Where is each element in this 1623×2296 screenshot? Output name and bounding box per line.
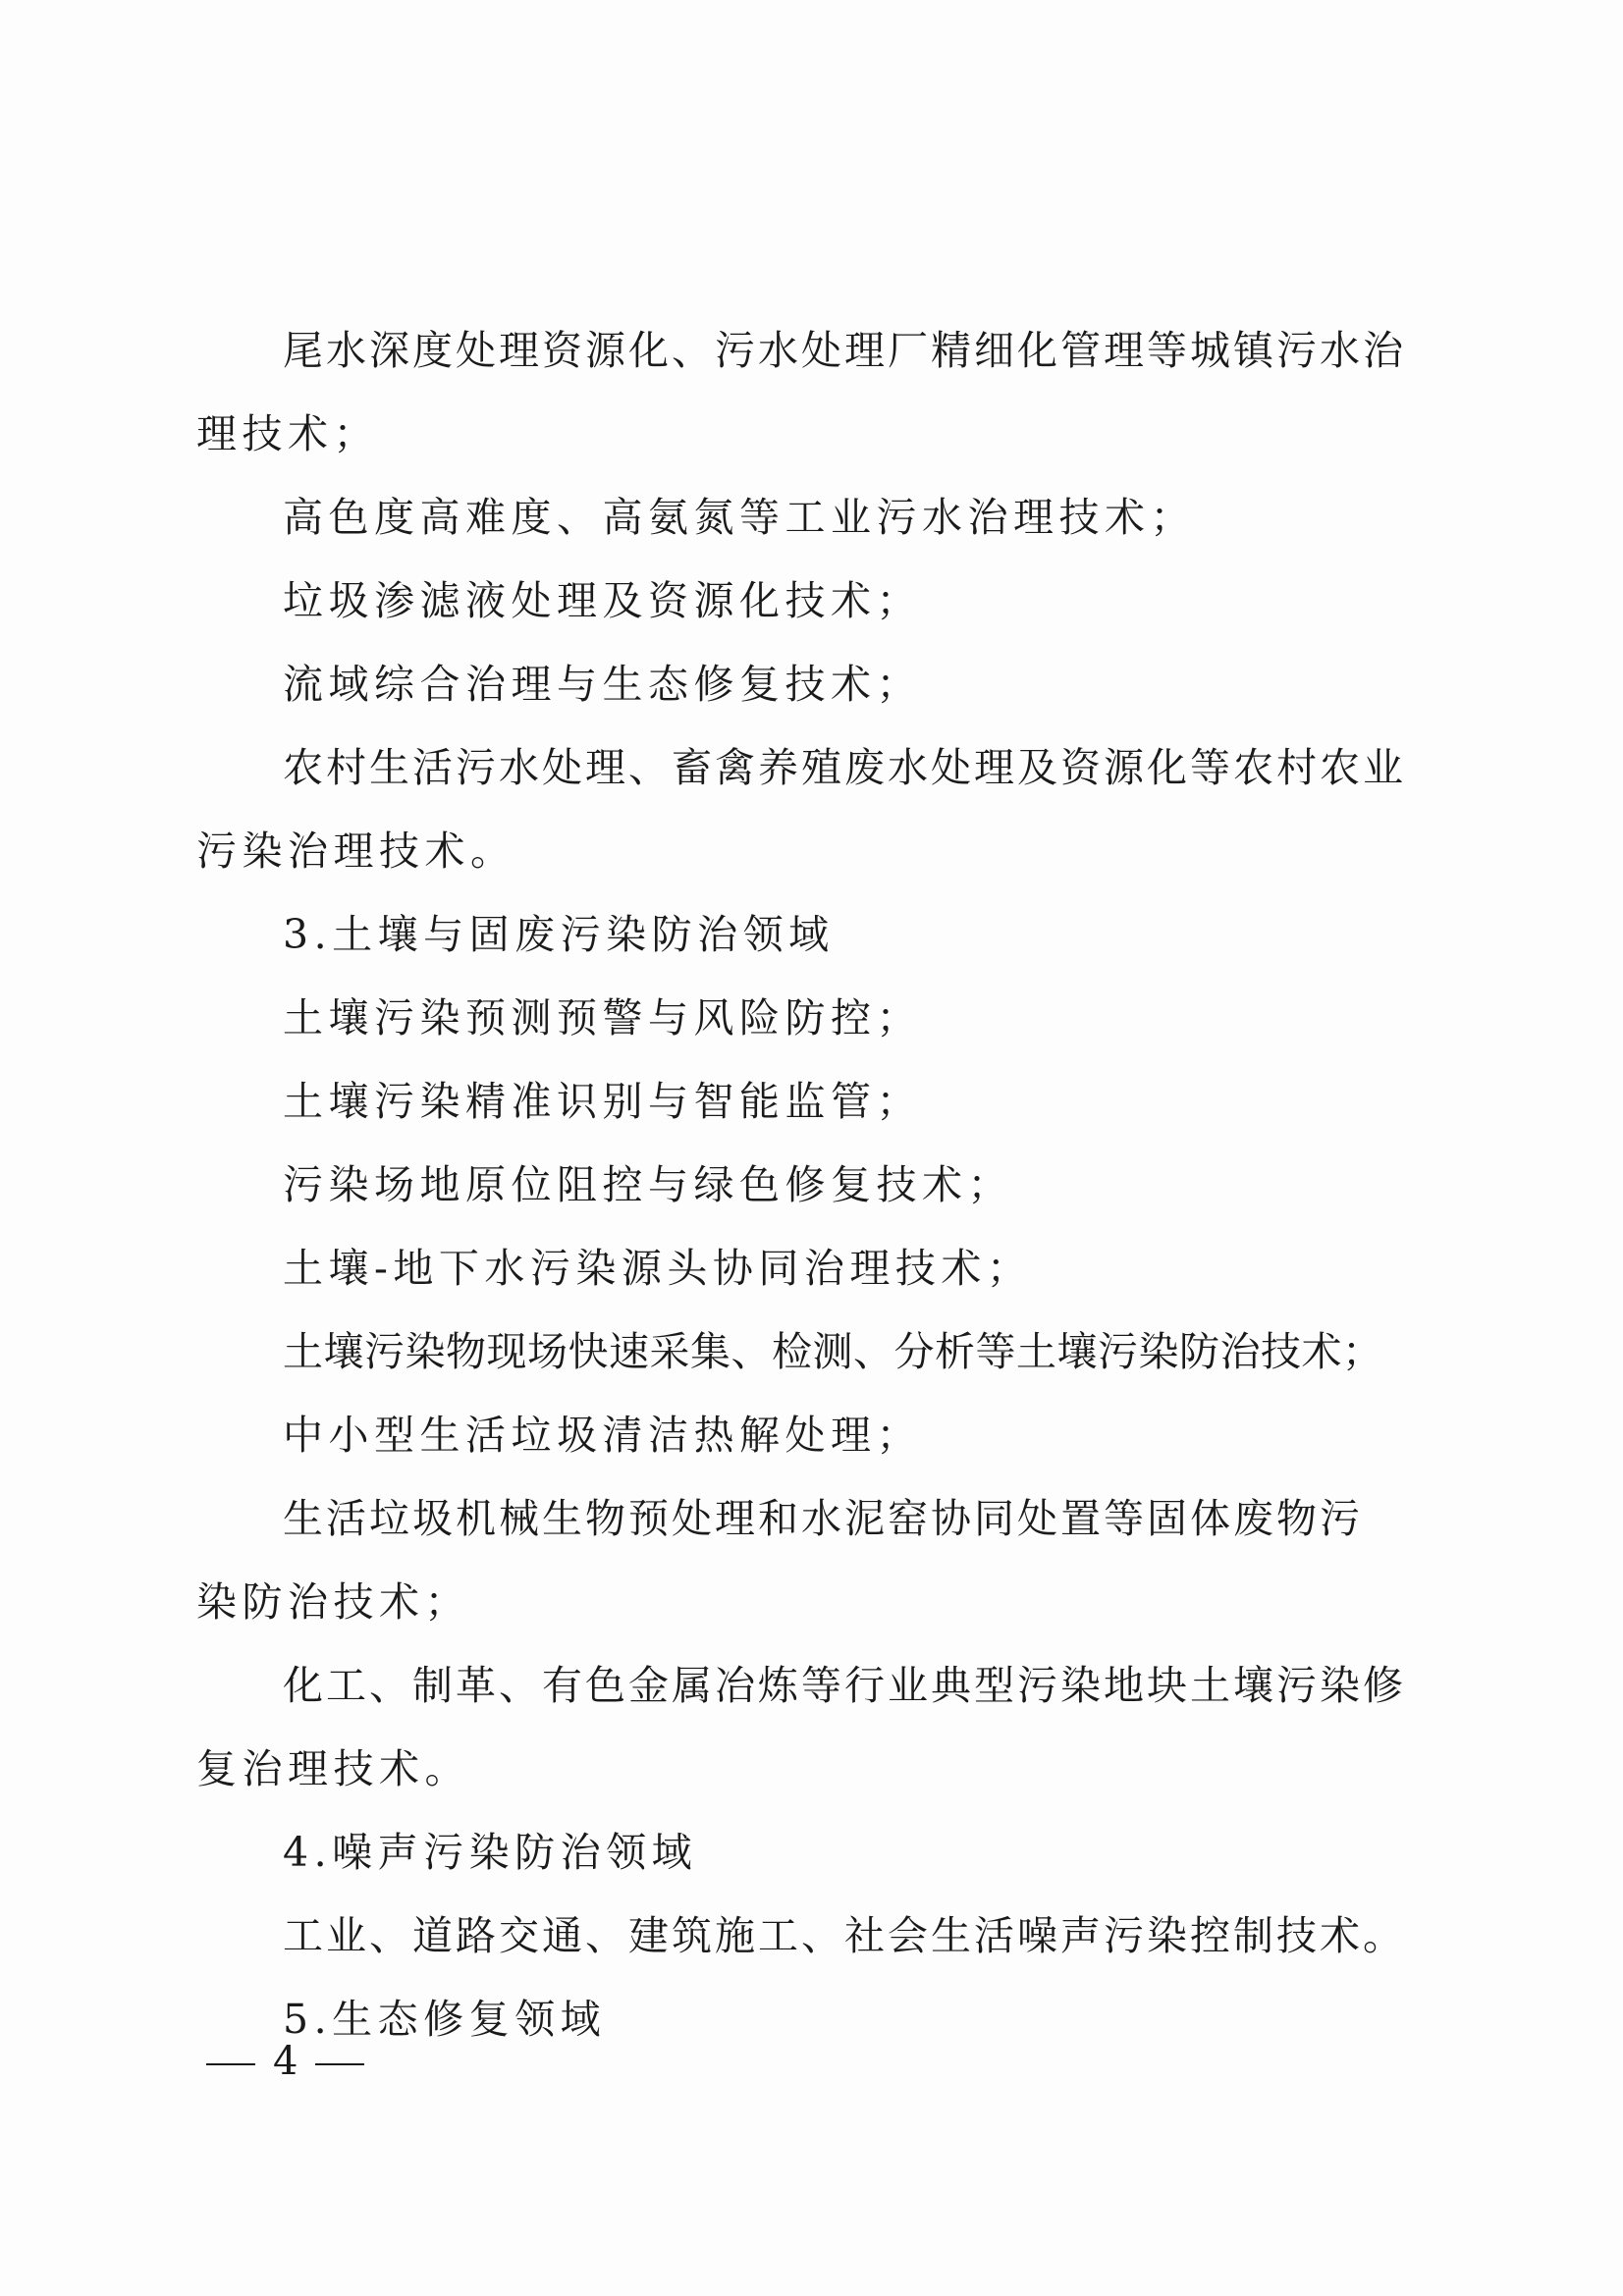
section-heading: 5.生态修复领域 bbox=[283, 1996, 607, 2043]
paragraph-line: 土壤-地下水污染源头协同治理技术； bbox=[283, 1245, 1033, 1292]
paragraph-line: 农村生活污水处理、畜禽养殖废水处理及资源化等农村农业 bbox=[283, 744, 1406, 791]
paragraph-line: 尾水深度处理资源化、污水处理厂精细化管理等城镇污水治 bbox=[283, 327, 1406, 374]
paragraph-line: 中小型生活垃圾清洁热解处理； bbox=[283, 1412, 922, 1459]
paragraph-line: 土壤污染预测预警与风险防控； bbox=[283, 994, 922, 1041]
page-number: 4 bbox=[273, 2039, 298, 2084]
paragraph-line: 染防治技术； bbox=[196, 1578, 470, 1626]
paragraph-line: 土壤污染精准识别与智能监管； bbox=[283, 1078, 922, 1125]
paragraph-line: 流域综合治理与生态修复技术； bbox=[283, 661, 922, 708]
paragraph-line: 生活垃圾机械生物预处理和水泥窑协同处置等固体废物污 bbox=[283, 1495, 1363, 1542]
paragraph-line: 垃圾渗滤液处理及资源化技术； bbox=[283, 577, 922, 624]
paragraph-line: 污染场地原位阻控与绿色修复技术； bbox=[283, 1161, 1013, 1208]
page-footer bbox=[206, 2032, 364, 2091]
section-heading: 3.土壤与固废污染防治领域 bbox=[283, 911, 835, 958]
paragraph-line: 污染治理技术。 bbox=[196, 828, 516, 875]
paragraph-line: 理技术； bbox=[196, 410, 379, 457]
footer-dash-right bbox=[315, 2063, 364, 2065]
document-body bbox=[196, 309, 1406, 2061]
paragraph-line: 化工、制革、有色金属冶炼等行业典型污染地块土壤污染修 bbox=[283, 1662, 1406, 1709]
paragraph-line: 工业、道路交通、建筑施工、社会生活噪声污染控制技术。 bbox=[283, 1912, 1406, 1959]
footer-dash-left bbox=[206, 2063, 255, 2065]
section-heading: 4.噪声污染防治领域 bbox=[283, 1829, 698, 1876]
paragraph-line: 复治理技术。 bbox=[196, 1745, 470, 1792]
paragraph-line: 土壤污染物现场快速采集、检测、分析等土壤污染防治技术； bbox=[283, 1328, 1383, 1375]
paragraph-line: 高色度高难度、高氨氮等工业污水治理技术； bbox=[283, 494, 1196, 541]
